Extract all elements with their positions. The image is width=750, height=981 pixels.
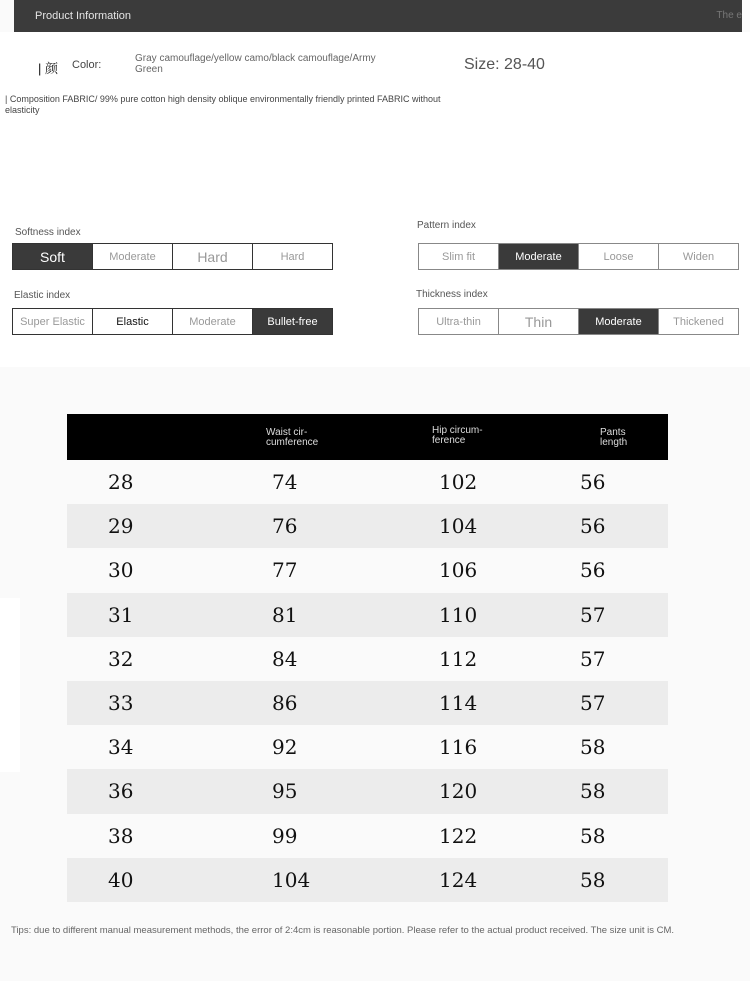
header-right-text: The e bbox=[716, 10, 742, 21]
elastic-option: Moderate bbox=[172, 308, 253, 335]
table-cell: 31 bbox=[108, 602, 134, 627]
table-row bbox=[67, 858, 668, 902]
softness-option: Soft bbox=[12, 243, 93, 270]
header-cell-size bbox=[67, 414, 229, 460]
table-cell: 116 bbox=[439, 735, 478, 760]
table-cell: 58 bbox=[580, 823, 606, 848]
pattern-index-label: Pattern index bbox=[417, 220, 476, 231]
table-row bbox=[67, 725, 668, 769]
table-cell: 95 bbox=[272, 779, 298, 804]
size-table-body bbox=[67, 460, 668, 902]
header-bar bbox=[14, 0, 742, 32]
table-cell: 36 bbox=[108, 779, 134, 804]
softness-option: Hard bbox=[252, 243, 333, 270]
table-cell: 112 bbox=[439, 646, 478, 671]
table-cell: 30 bbox=[108, 558, 134, 583]
table-cell: 86 bbox=[272, 691, 298, 716]
side-panel bbox=[0, 598, 20, 772]
pattern-option: Moderate bbox=[498, 243, 579, 270]
elastic-scale bbox=[12, 308, 333, 335]
size-range: Size: 28-40 bbox=[464, 56, 545, 73]
table-cell: 104 bbox=[439, 514, 478, 539]
section-title: Product Information bbox=[35, 10, 131, 22]
table-cell: 56 bbox=[580, 470, 606, 495]
composition-text: | Composition FABRIC/ 99% pure cotton high density oblique environmentally friendly printed FABRIC without elasticity bbox=[5, 94, 441, 115]
table-row bbox=[67, 769, 668, 813]
table-cell: 124 bbox=[439, 867, 478, 892]
table-row bbox=[67, 504, 668, 548]
table-cell: 29 bbox=[108, 514, 134, 539]
table-cell: 76 bbox=[272, 514, 298, 539]
table-cell: 58 bbox=[580, 779, 606, 804]
table-cell: 122 bbox=[439, 823, 478, 848]
table-cell: 104 bbox=[272, 867, 311, 892]
pattern-option: Slim fit bbox=[418, 243, 499, 270]
table-cell: 58 bbox=[580, 867, 606, 892]
table-cell: 57 bbox=[580, 691, 606, 716]
table-cell: 74 bbox=[272, 470, 298, 495]
softness-index-label: Softness index bbox=[15, 227, 81, 238]
table-cell: 38 bbox=[108, 823, 134, 848]
elastic-option: Elastic bbox=[92, 308, 173, 335]
pattern-option: Loose bbox=[578, 243, 659, 270]
thickness-option: Ultra-thin bbox=[418, 308, 499, 335]
pattern-scale bbox=[418, 243, 739, 270]
table-cell: 56 bbox=[580, 514, 606, 539]
header-cell-waist: Waist cir- cumference bbox=[266, 427, 319, 448]
table-cell: 77 bbox=[272, 558, 298, 583]
table-cell: 102 bbox=[439, 470, 478, 495]
table-cell: 33 bbox=[108, 691, 134, 716]
thickness-index-label: Thickness index bbox=[416, 289, 488, 300]
table-cell: 32 bbox=[108, 646, 134, 671]
size-table-header bbox=[67, 414, 668, 460]
elastic-index-label: Elastic index bbox=[14, 290, 71, 301]
color-label: Color: bbox=[72, 59, 102, 71]
table-cell: 110 bbox=[439, 602, 478, 627]
table-row bbox=[67, 460, 668, 504]
color-mark: | 颜 bbox=[38, 61, 58, 76]
table-row bbox=[67, 593, 668, 637]
table-cell: 57 bbox=[580, 646, 606, 671]
thickness-option: Thin bbox=[498, 308, 579, 335]
table-cell: 40 bbox=[108, 867, 134, 892]
table-row bbox=[67, 681, 668, 725]
size-table bbox=[67, 414, 668, 902]
thickness-scale bbox=[418, 308, 739, 335]
table-row bbox=[67, 814, 668, 858]
header-cell-length: Pants length bbox=[600, 427, 628, 448]
table-cell: 34 bbox=[108, 735, 134, 760]
table-row bbox=[67, 637, 668, 681]
tips-text: Tips: due to different manual measurement methods, the error of 2:4cm is reasonable portion. Please refer to the actual product received. The size unit is CM. bbox=[11, 925, 675, 936]
table-cell: 106 bbox=[439, 558, 478, 583]
table-cell: 84 bbox=[272, 646, 298, 671]
table-cell: 57 bbox=[580, 602, 606, 627]
softness-option: Moderate bbox=[92, 243, 173, 270]
table-cell: 120 bbox=[439, 779, 478, 804]
table-cell: 114 bbox=[439, 691, 478, 716]
table-cell: 81 bbox=[272, 602, 298, 627]
table-cell: 99 bbox=[272, 823, 298, 848]
softness-option: Hard bbox=[172, 243, 253, 270]
elastic-option: Super Elastic bbox=[12, 308, 93, 335]
table-cell: 92 bbox=[272, 735, 298, 760]
color-value: Gray camouflage/yellow camo/black camouflage/Army Green bbox=[135, 53, 376, 75]
header-cell-hip: Hip circum- ference bbox=[432, 425, 483, 446]
pattern-option: Widen bbox=[658, 243, 739, 270]
thickness-option: Thickened bbox=[658, 308, 739, 335]
softness-scale bbox=[12, 243, 333, 270]
table-cell: 58 bbox=[580, 735, 606, 760]
elastic-option: Bullet-free bbox=[252, 308, 333, 335]
table-cell: 56 bbox=[580, 558, 606, 583]
table-row bbox=[67, 548, 668, 592]
thickness-option: Moderate bbox=[578, 308, 659, 335]
table-cell: 28 bbox=[108, 470, 134, 495]
